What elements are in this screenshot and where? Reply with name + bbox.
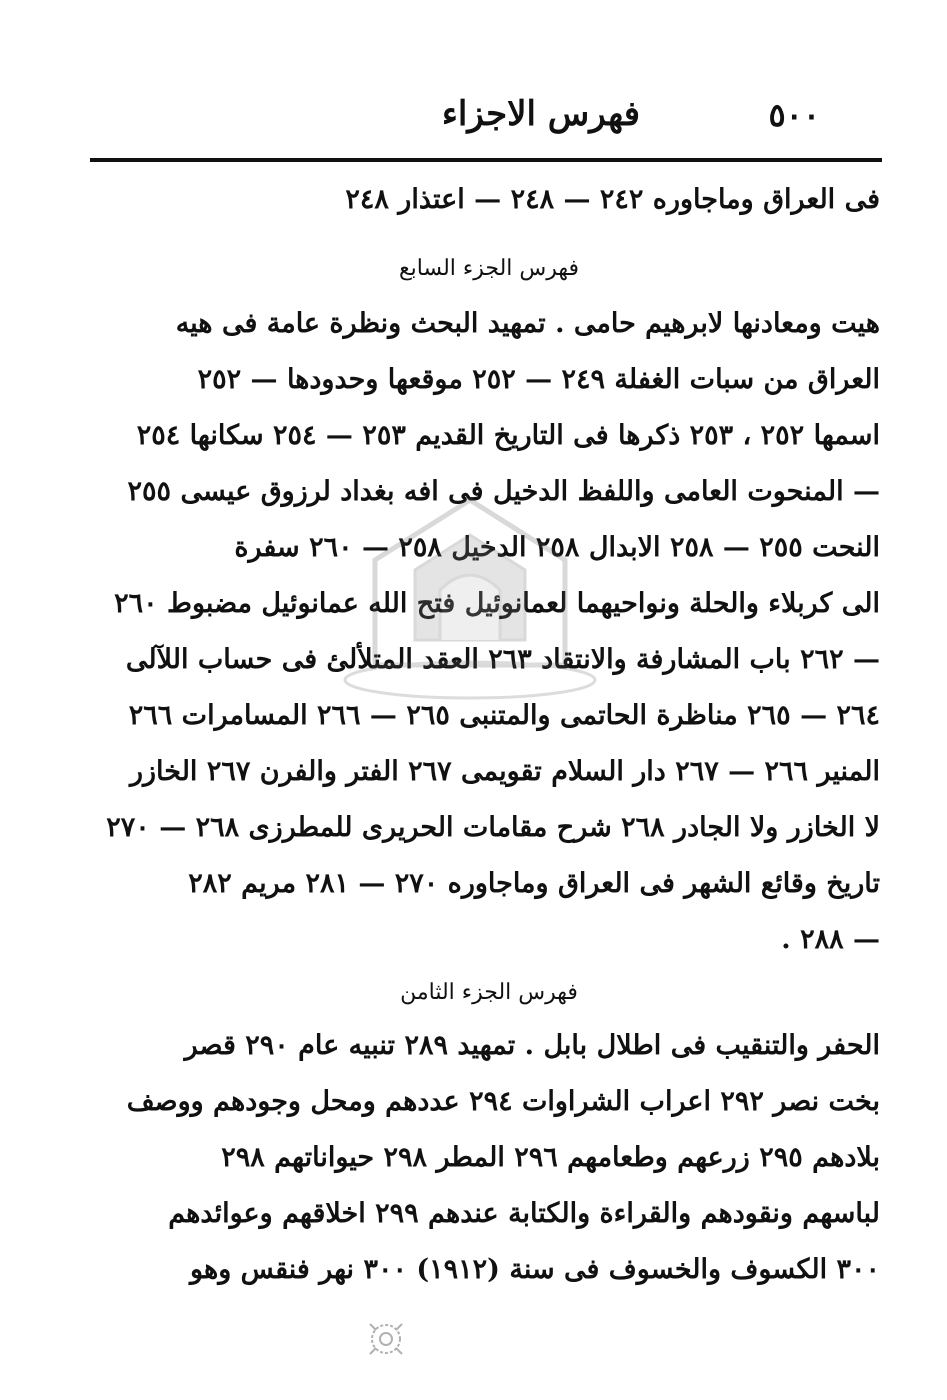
header-rule <box>90 158 882 162</box>
index-line: المنير ٢٦٦ — ٢٦٧ دار السلام تقويمى ٢٦٧ الفتر والفرن ٢٦٧ الخازر <box>129 756 880 787</box>
index-line: — المنحوت العامى واللفظ الدخيل فى افه بغداد لرزوق عيسى ٢٥٥ <box>127 476 880 507</box>
index-line: — ٢٨٨ . <box>781 924 880 955</box>
section-body-part-7 <box>98 296 880 968</box>
index-line: العراق من سبات الغفلة ٢٤٩ — ٢٥٢ موقعها وحدودها — ٢٥٢ <box>197 364 880 395</box>
index-line: ٢٦٤ — ٢٦٥ مناظرة الحاتمى والمتنبى ٢٦٥ — ٢٦٦ المسامرات ٢٦٦ <box>128 700 880 731</box>
index-line: بخت نصر ٢٩٢ اعراب الشراوات ٢٩٤ عددهم ومحل وجودهم ووصف <box>126 1086 880 1117</box>
section-heading-part-8: فهرس الجزء الثامن <box>400 980 578 1005</box>
index-line: هيت ومعادنها لابرهيم حامى . تمهيد البحث ونظرة عامة فى هيه <box>175 308 880 339</box>
running-title: فهرس الاجزاء <box>441 94 640 134</box>
index-line: اسمها ٢٥٢ ، ٢٥٣ ذكرها فى التاريخ القديم ٢٥٣ — ٢٥٤ سكانها ٢٥٤ <box>136 420 880 451</box>
section-heading-part-7: فهرس الجزء السابع <box>398 256 580 281</box>
page-number: ٥٠٠ <box>768 96 820 134</box>
index-line: النحت ٢٥٥ — ٢٥٨ الابدال ٢٥٨ الدخيل ٢٥٨ — ٢٦٠ سفرة <box>234 532 880 563</box>
index-line: ٣٠٠ الكسوف والخسوف فى سنة (١٩١٢) ٣٠٠ نهر فنقس وهو <box>190 1254 880 1285</box>
page-end-ornament-icon <box>362 1318 410 1360</box>
index-line: الحفر والتنقيب فى اطلال بابل . تمهيد ٢٨٩ تنبيه عام ٢٩٠ قصر <box>184 1030 880 1061</box>
continuation-block <box>98 172 880 228</box>
index-line: — ٢٦٢ باب المشارفة والانتقاد ٢٦٣ العقد المتلألئ فى حساب اللآلى <box>125 644 880 675</box>
continuation-line: فى العراق وماجاوره ٢٤٢ — ٢٤٨ — اعتذار ٢٤٨ <box>345 184 880 215</box>
section-body-part-8 <box>98 1018 880 1298</box>
page-header <box>95 88 880 150</box>
index-line: لا الخازر ولا الجادر ٢٦٨ شرح مقامات الحريرى للمطرزى ٢٦٨ — ٢٧٠ <box>106 812 880 843</box>
index-line: الى كربلاء والحلة ونواحيهما لعمانوئيل فتح الله عمانوئيل مضبوط ٢٦٠ <box>114 588 880 619</box>
index-line: بلادهم ٢٩٥ زرعهم وطعامهم ٢٩٦ المطر ٢٩٨ حيواناتهم ٢٩٨ <box>221 1142 880 1173</box>
index-line: لباسهم ونقودهم والقراءة والكتابة عندهم ٢٩٩ اخلاقهم وعوائدهم <box>168 1198 880 1229</box>
index-line: تاريخ وقائع الشهر فى العراق وماجاوره ٢٧٠ — ٢٨١ مريم ٢٨٢ <box>188 868 880 899</box>
